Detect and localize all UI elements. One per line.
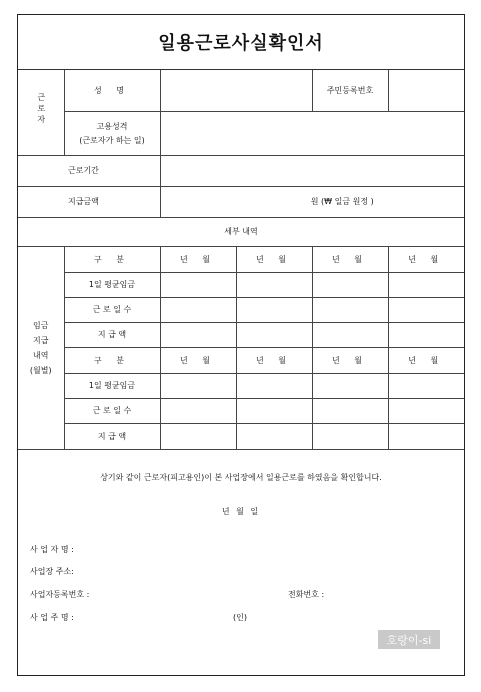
row-label-work-days: 근 로 일 수	[64, 398, 160, 423]
worker-group-label: 근로자	[18, 70, 64, 155]
cell[interactable]	[312, 373, 388, 398]
owner-name-label[interactable]: 사 업 주 명 :	[30, 613, 74, 622]
id-number-field[interactable]	[388, 70, 464, 111]
month-cell[interactable]: 년 월	[236, 246, 312, 272]
confirmation-statement: 상기와 같이 근로자(피고용인)이 본 사업장에서 일용근로를 하였음을 확인합니다.	[100, 473, 382, 482]
cell[interactable]	[312, 297, 388, 322]
cell[interactable]	[312, 272, 388, 297]
form-table	[18, 70, 464, 450]
row-label-avg-wage: 1일 평균임금	[64, 373, 160, 398]
seal-mark: (인)	[233, 613, 247, 622]
row-label-avg-wage: 1일 평균임금	[64, 272, 160, 297]
row-label-work-days: 근 로 일 수	[64, 297, 160, 322]
name-field[interactable]	[160, 70, 312, 111]
cell[interactable]	[236, 297, 312, 322]
cell[interactable]	[160, 398, 236, 423]
cell[interactable]	[312, 398, 388, 423]
row-label-pay-amount: 지 급 액	[64, 423, 160, 449]
col-header: 구 분	[64, 246, 160, 272]
name-label: 성 명	[64, 70, 160, 111]
phone-label[interactable]: 전화번호 :	[288, 590, 325, 599]
cell[interactable]	[312, 423, 388, 449]
job-field[interactable]	[160, 111, 464, 155]
month-cell[interactable]: 년 월	[388, 347, 464, 373]
month-cell[interactable]: 년 월	[312, 347, 388, 373]
id-number-label: 주민등록번호	[312, 70, 388, 111]
cell[interactable]	[312, 322, 388, 347]
cell[interactable]	[388, 322, 464, 347]
month-cell[interactable]: 년 월	[236, 347, 312, 373]
cell[interactable]	[160, 272, 236, 297]
employer-name-label[interactable]: 사 업 자 명 :	[30, 545, 74, 554]
month-cell[interactable]: 년 월	[388, 246, 464, 272]
detail-header: 세부 내역	[18, 217, 464, 246]
watermark-logo: 호랑이-si	[378, 630, 440, 649]
period-label: 근로기간	[18, 155, 160, 186]
cell[interactable]	[160, 322, 236, 347]
cell[interactable]	[160, 297, 236, 322]
cell[interactable]	[388, 373, 464, 398]
cell[interactable]	[236, 398, 312, 423]
cell[interactable]	[388, 398, 464, 423]
cell[interactable]	[388, 297, 464, 322]
job-label: 고용성격 (근로자가 하는 일)	[64, 111, 160, 155]
month-cell[interactable]: 년 월	[160, 246, 236, 272]
biz-number-label[interactable]: 사업자등록번호 :	[30, 590, 90, 599]
month-cell[interactable]: 년 월	[160, 347, 236, 373]
amount-label: 지급금액	[18, 186, 160, 217]
row-label-pay-amount: 지 급 액	[64, 322, 160, 347]
wage-group-label: 임금 지급 내역 (월별)	[18, 246, 64, 449]
cell[interactable]	[236, 423, 312, 449]
cell[interactable]	[236, 272, 312, 297]
cell[interactable]	[388, 423, 464, 449]
date-line[interactable]: 년 월 일	[221, 507, 261, 516]
cell[interactable]	[160, 423, 236, 449]
cell[interactable]	[160, 373, 236, 398]
col-header: 구 분	[64, 347, 160, 373]
period-field[interactable]	[160, 155, 464, 186]
document-title: 일용근로사실확인서	[18, 15, 464, 70]
month-cell[interactable]: 년 월	[312, 246, 388, 272]
address-label[interactable]: 사업장 주소:	[30, 567, 74, 576]
document	[17, 14, 465, 676]
cell[interactable]	[236, 373, 312, 398]
amount-field[interactable]: 원 (₩ 일금 원정 )	[160, 186, 464, 217]
cell[interactable]	[388, 272, 464, 297]
cell[interactable]	[236, 322, 312, 347]
